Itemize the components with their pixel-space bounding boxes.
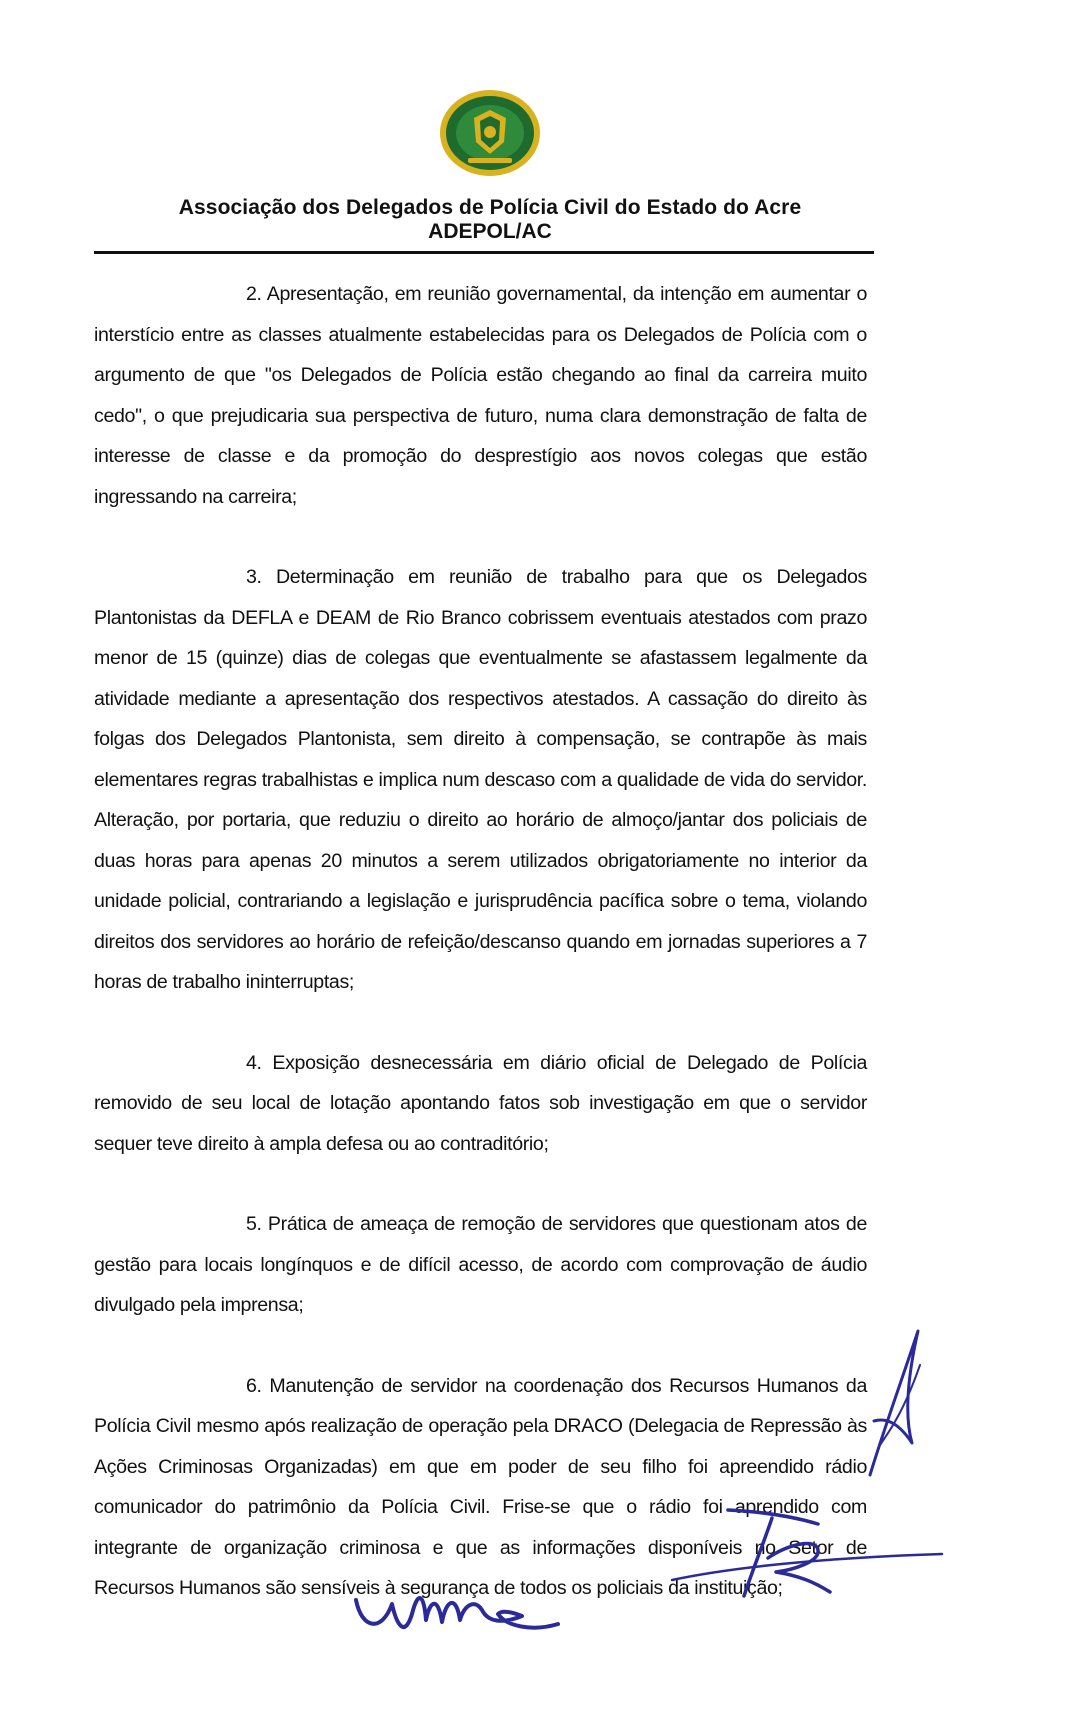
signature-initials-left <box>352 1570 572 1650</box>
paragraph-item-4: 4. Exposição desnecessária em diário oficial de Delegado de Polícia removido de seu local de lotação apontando fatos sob investigação em que o servidor sequer teve direito à ampla defesa ou ao contraditório; <box>94 1051 867 1155</box>
paragraph-spacer <box>94 1326 867 1366</box>
paragraph-item-5: 5. Prática de ameaça de remoção de servidores que questionam atos de gestão para locais longínquos e de difícil acesso, de acordo com comprovação de áudio divulgado pela imprensa; <box>94 1213 867 1316</box>
paragraph-spacer <box>94 517 867 557</box>
association-seal-icon <box>438 88 542 178</box>
organization-abbreviation: ADEPOL/AC <box>428 220 552 243</box>
document-header <box>90 196 890 244</box>
paragraph-spacer <box>94 1164 867 1204</box>
organization-name: Associação dos Delegados de Polícia Civil do Estado do Acre <box>178 196 802 219</box>
paragraph-spacer <box>94 1003 867 1043</box>
document-body <box>94 274 867 1609</box>
paragraph-item-2: 2. Apresentação, em reunião governamental, da intenção em aumentar o interstício entre as classes atualmente estabelecidas para os Delegados de Polícia com o argumento de que "os Delegados de Polícia estão chegando ao final da carreira muito cedo", o que prejudicaria sua perspectiva de futuro, numa clara demonstração de falta de interesse de classe e da promoção do desprestígio aos novos colegas que estão ingressando na carreira; <box>94 283 867 508</box>
signature-initials-right <box>668 1498 948 1608</box>
paragraph-item-3: 3. Determinação em reunião de trabalho para que os Delegados Plantonistas da DEFLA e DEAM de Rio Branco cobrissem eventuais atestados com prazo menor de 15 (quinze) dias de colegas que eventualmente se afastassem legalmente da atividade mediante a apresentação dos respectivos atestados. A cassação do direito às folgas dos Delegados Plantonista, sem direito à compensação, se contrapõe às mais elementares regras trabalhistas e implica num descaso com a qualidade de vida do servidor. Alteração, por portaria, que reduziu o direito ao horário de almoço/jantar dos policiais de duas horas para apenas 20 minutos a serem utilizados obrigatoriamente no interior da unidade policial, contrariando a legislação e jurisprudência pacífica sobre o tema, violando direitos dos servidores ao horário de refeição/descanso quando em jornadas superiores a 7 horas de trabalho ininterruptas; <box>94 566 867 993</box>
header-divider <box>94 251 874 254</box>
paragraph-item-6: 6. Manutenção de servidor na coordenação dos Recursos Humanos da Polícia Civil mesmo após realização de operação pela DRACO (Delegacia de Repressão às Ações Criminosas Organizadas) em que em poder de seu filho foi apreendido rádio comunicador do patrimônio da Polícia Civil. Frise-se que o rádio foi aprendido com integrante de organização criminosa e que as informações disponíveis no Setor de Recursos Humanos são sensíveis à segurança de todos os policiais da instituição; <box>94 1374 867 1599</box>
margin-signature <box>860 1325 930 1485</box>
